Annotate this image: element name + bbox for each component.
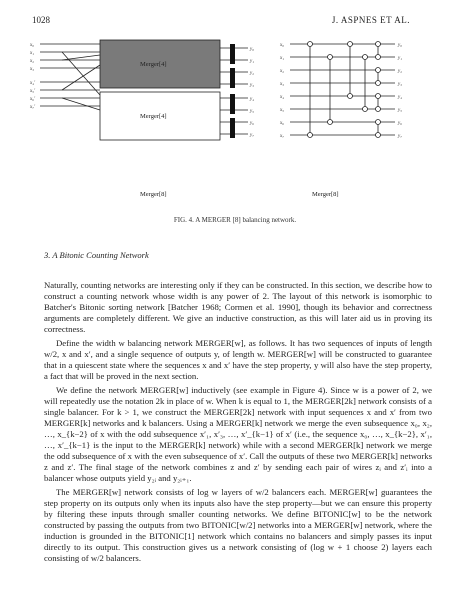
svg-text:x₇': x₇' <box>30 105 36 110</box>
svg-text:y₆: y₆ <box>398 121 402 126</box>
svg-text:x₄': x₄' <box>30 81 36 86</box>
svg-text:y₇: y₇ <box>398 134 402 139</box>
paragraph-2: Define the width w balancing network MERGER[w], as follows. It has two sequences of inputs of length w/2, x and x′, and a single sequence of outputs y, of length w. MERGER[w] will be constructed to guarantee that in a quiescent state where the sequences x and x′ have the step property, y will also have the step property, a fact that will be proved in the next section. <box>44 338 432 381</box>
svg-text:y₁: y₁ <box>398 56 402 61</box>
svg-text:y₀: y₀ <box>398 43 402 48</box>
left-output-labels <box>249 47 254 138</box>
svg-text:y₀: y₀ <box>250 47 254 52</box>
svg-text:x₀: x₀ <box>30 43 34 48</box>
svg-text:y₁: y₁ <box>250 59 254 64</box>
svg-text:y₅: y₅ <box>250 109 254 114</box>
svg-text:x₁: x₁ <box>280 56 284 61</box>
svg-text:x₆': x₆' <box>30 97 36 102</box>
svg-text:y₄: y₄ <box>250 97 254 102</box>
figure-caption: FIG. 4. A MERGER [8] balancing network. <box>173 216 297 224</box>
svg-text:y₃: y₃ <box>250 83 254 88</box>
left-diagram-caption: Merger[8] <box>140 191 167 198</box>
svg-text:x₂: x₂ <box>280 69 284 74</box>
svg-text:x₂: x₂ <box>30 59 34 64</box>
body-text <box>44 280 432 567</box>
svg-text:y₃: y₃ <box>398 82 402 87</box>
svg-text:x₃: x₃ <box>280 82 284 87</box>
running-head-authors: J. ASPNES ET AL. <box>331 15 410 25</box>
svg-text:y₅: y₅ <box>398 108 402 113</box>
svg-text:x₆: x₆ <box>280 121 284 126</box>
right-balancers <box>308 42 381 138</box>
svg-text:x₇: x₇ <box>280 134 284 139</box>
svg-text:y₇: y₇ <box>250 133 254 138</box>
svg-text:x₁: x₁ <box>30 51 34 56</box>
svg-text:y₄: y₄ <box>398 95 402 100</box>
svg-text:y₂: y₂ <box>250 71 254 76</box>
page-number: 1028 <box>32 15 50 25</box>
right-diagram-caption: Merger[8] <box>312 191 339 198</box>
svg-text:x₀: x₀ <box>280 43 284 48</box>
svg-text:y₂: y₂ <box>398 69 402 74</box>
svg-text:x₄: x₄ <box>280 95 284 100</box>
paragraph-4: The MERGER[w] network consists of log w layers of w/2 balancers each. MERGER[w] guarantees the step property on its outputs only when its inputs also have the step property—but we can ensure this property by filtering these inputs through smaller counting networks. We define BITONIC[w] to be the network constructed by passing the outputs from two BITONIC[w/2] networks into a MERGER[w] network, where the induction is grounded in the BITONIC[1] network which contains no balancers and simply passes its input directly to its output. This construction gives us a network consisting of (log w + 1 choose 2) layers each consisting of w/2 balancers. <box>44 487 432 563</box>
section-title: 3. A Bitonic Counting Network <box>44 250 149 260</box>
left-wires <box>40 44 100 110</box>
figure-merger-networks <box>0 0 470 230</box>
merger-bottom-label: Merger[4] <box>140 113 167 120</box>
svg-text:x₅: x₅ <box>280 108 284 113</box>
svg-text:x₃: x₃ <box>30 67 34 72</box>
svg-text:x₅': x₅' <box>30 89 36 94</box>
merger-top-label: Merger[4] <box>140 61 167 68</box>
right-input-labels <box>279 43 284 139</box>
right-output-labels <box>397 43 402 139</box>
left-input-labels <box>29 43 36 110</box>
paragraph-1: Naturally, counting networks are interesting only if they can be constructed. In this section, we describe how to construct a counting network whose width is any power of 2. The layout of this network is isomorphic to Batcher's Bitonic sorting network [Batcher 1968; Cormen et al. 1990], though its behavior and correctness arguments are completely different. We give an inductive construction, as this will later aid us in proving its correctness. <box>44 280 432 334</box>
paragraph-3: We define the network MERGER[w] inductively (see example in Figure 4). Since w is a power of 2, we will repeatedly use the notation 2k in place of w. When k is equal to 1, the MERGER[2k] network consists of a single balancer. For k > 1, we construct the MERGER[2k] network with input sequences x and x′ from two MERGER[k] networks and k balancers. Using a MERGER[k] network we merge the even subsequence x₀, x₂, …, x_{k−2} of x with the odd subsequence x′₁, x′₃, …, x′_{k−1} of x′ (i.e., the sequence x₀, …, x_{k−2}, x′₁, …, x′_{k−1} is the input to the MERGER[k] network) while with a second MERGER[k] network we merge the odd subsequence of x with the even subsequence of x′. Call the outputs of these two MERGER[k] networks z and z′. The final stage of the network combines z and z′ by sending each pair of wires zᵢ and z′ᵢ into a balancer whose outputs yield y₂ᵢ and y₂ᵢ₊₁. <box>44 385 432 483</box>
left-final-balancers <box>230 44 235 138</box>
svg-text:y₆: y₆ <box>250 121 254 126</box>
